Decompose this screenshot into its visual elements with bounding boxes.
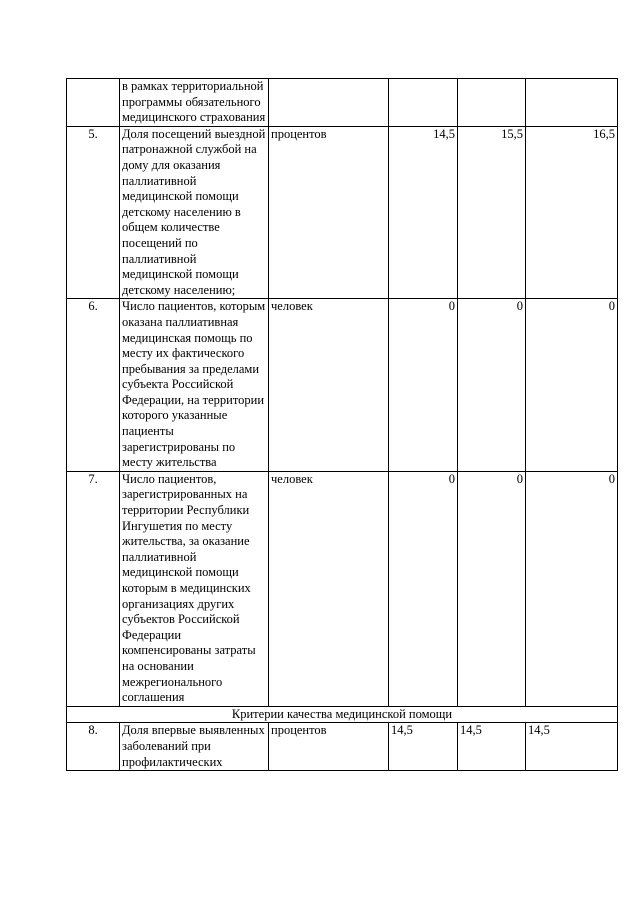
row-number: 6. [67,299,120,472]
value-year-3 [526,79,618,127]
value-year-1: 0 [389,471,458,706]
value-year-3: 0 [526,471,618,706]
value-year-2 [458,79,526,127]
value-year-1 [389,79,458,127]
value-year-2: 14,5 [458,723,526,771]
unit-cell: процентов [269,126,389,299]
unit-cell: человек [269,299,389,472]
table-row [67,471,618,706]
row-number [67,79,120,127]
table-row [67,723,618,771]
indicators-table [66,78,618,771]
value-year-1: 0 [389,299,458,472]
table-row [67,79,618,127]
indicator-description: Доля посещений выездной патронажной службой на дому для оказания паллиативной медицинской помощи детскому населению в общем количестве посещений по паллиативной медицинской помощи детскому населению; [120,126,269,299]
value-year-2: 0 [458,299,526,472]
unit-cell [269,79,389,127]
value-year-3: 14,5 [526,723,618,771]
indicator-description: в рамках территориальной программы обязательного медицинского страхования [120,79,269,127]
indicator-description: Число пациентов, которым оказана паллиативная медицинская помощь по месту их фактического пребывания за пределами субъекта Российской Федерации, на территории которого указанные пациенты зарегистрированы по месту жительства [120,299,269,472]
value-year-1: 14,5 [389,126,458,299]
value-year-1: 14,5 [389,723,458,771]
indicator-description: Число пациентов, зарегистрированных на территории Республики Ингушетия по месту жительства, за оказание паллиативной медицинской помощи которым в медицинских организациях других субъектов Российской Федерации компенсированы затраты на основании межрегионального соглашения [120,471,269,706]
value-year-2: 15,5 [458,126,526,299]
value-year-3: 0 [526,299,618,472]
value-year-2: 0 [458,471,526,706]
indicator-description: Доля впервые выявленных заболеваний при профилактических [120,723,269,771]
section-row [67,706,618,723]
table-row [67,126,618,299]
unit-cell: процентов [269,723,389,771]
table-row [67,299,618,472]
unit-cell: человек [269,471,389,706]
row-number: 5. [67,126,120,299]
value-year-3: 16,5 [526,126,618,299]
row-number: 8. [67,723,120,771]
row-number: 7. [67,471,120,706]
section-title: Критерии качества медицинской помощи [67,706,618,723]
